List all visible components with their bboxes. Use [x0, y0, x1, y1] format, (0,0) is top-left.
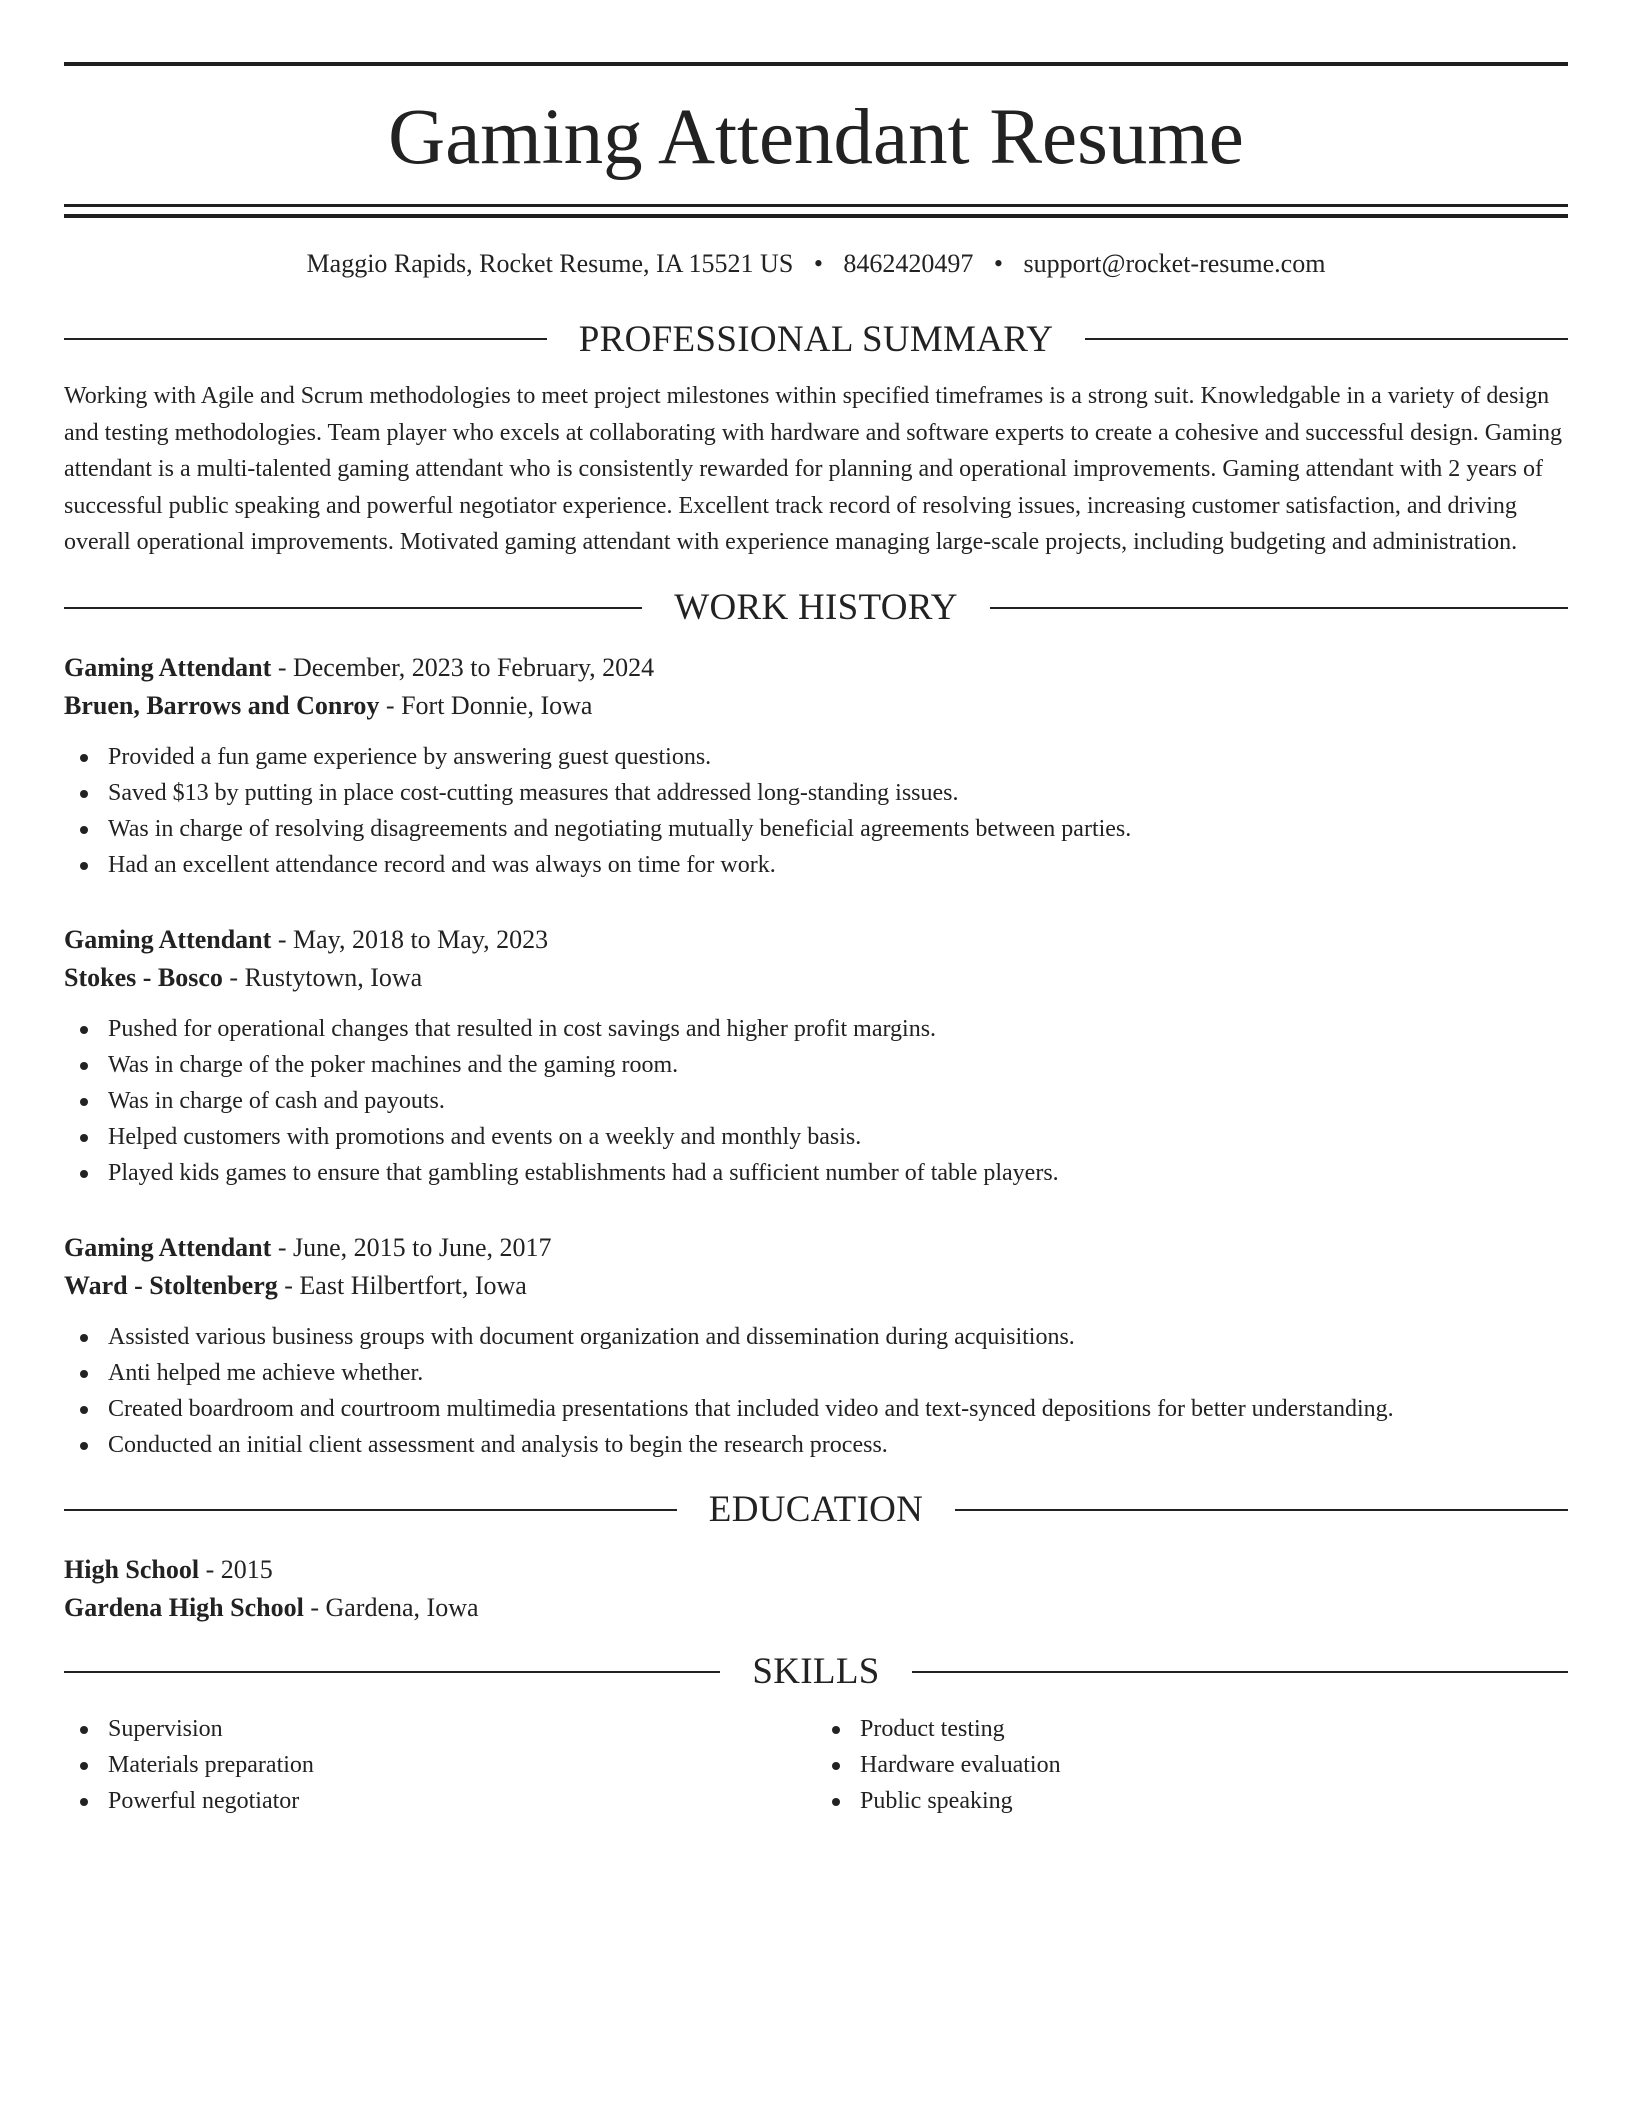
contact-separator: •: [813, 249, 823, 278]
list-item: [816, 1711, 1568, 1747]
skills-column-right: [816, 1711, 1568, 1819]
section-title: SKILLS: [752, 1651, 880, 1692]
bullet-dot-icon: [80, 826, 88, 834]
education-entry: [64, 1551, 1568, 1627]
list-item: [816, 1747, 1568, 1783]
title-double-rule: [64, 204, 1568, 218]
education-school-line: [64, 1589, 1568, 1627]
job-company: Stokes - Bosco: [64, 962, 223, 992]
heading-rule-right: [912, 1671, 1568, 1673]
skill-text: Hardware evaluation: [860, 1751, 1061, 1778]
heading-rule-right: [1085, 338, 1568, 340]
list-item: [64, 1427, 1568, 1463]
list-item: [64, 1391, 1568, 1427]
list-item-text: Played kids games to ensure that gambling establishments had a sufficient number of table players.: [108, 1159, 1059, 1186]
job-title-line: [64, 1229, 1568, 1267]
job-entry: [64, 1229, 1568, 1463]
bullet-dot-icon: [80, 1442, 88, 1450]
education-year: - 2015: [199, 1554, 273, 1584]
contact-email: support@rocket-resume.com: [1023, 249, 1326, 278]
list-item: [64, 1119, 1568, 1155]
list-item: [64, 739, 1568, 775]
bullet-dot-icon: [80, 754, 88, 762]
section-title: WORK HISTORY: [674, 587, 958, 628]
heading-rule-left: [64, 607, 642, 609]
top-rule: [64, 62, 1568, 66]
bullet-dot-icon: [80, 1370, 88, 1378]
list-item-text: Anti helped me achieve whether.: [108, 1359, 424, 1386]
list-item-text: Helped customers with promotions and events on a weekly and monthly basis.: [108, 1123, 862, 1150]
job-location: - East Hilbertfort, Iowa: [277, 1270, 527, 1300]
skill-text: Materials preparation: [108, 1751, 314, 1778]
bullet-dot-icon: [80, 1062, 88, 1070]
section-heading-education: [64, 1485, 1568, 1535]
bullet-dot-icon: [80, 1726, 88, 1734]
summary-text: Working with Agile and Scrum methodologies to meet project milestones within specified timeframes is a strong suit. Knowledgable in a variety of design and testing methodologies. Team player who excels at collaborating with hardware and software experts to create a cohesive and successful design. Gaming attendant is a multi-talented gaming attendant who is consistently rewarded for planning and operational improvements. Gaming attendant with 2 years of successful public speaking and powerful negotiator experience. Excellent track record of resolving issues, increasing customer satisfaction, and driving overall operational improvements. Motivated gaming attendant with experience managing large-scale projects, including budgeting and administration.: [64, 383, 1563, 555]
bullet-dot-icon: [80, 1798, 88, 1806]
job-company: Bruen, Barrows and Conroy: [64, 690, 380, 720]
skill-text: Powerful negotiator: [108, 1787, 300, 1814]
list-item: [64, 1783, 816, 1819]
list-item: [64, 1083, 1568, 1119]
list-item: [64, 811, 1568, 847]
job-company-line: [64, 687, 1568, 725]
list-item-text: Had an excellent attendance record and was always on time for work.: [108, 851, 776, 878]
list-item-text: Saved $13 by putting in place cost-cutting measures that addressed long-standing issues.: [108, 779, 959, 806]
job-title: Gaming Attendant: [64, 924, 272, 954]
list-item: [64, 1047, 1568, 1083]
job-bullets: [64, 739, 1568, 883]
section-heading-summary: [64, 314, 1568, 364]
bullet-dot-icon: [80, 1406, 88, 1414]
list-item-text: Assisted various business groups with document organization and dissemination during acquisitions.: [108, 1323, 1075, 1350]
list-item-text: Was in charge of resolving disagreements and negotiating mutually beneficial agreements between parties.: [108, 815, 1132, 842]
skills-bullets: [64, 1711, 816, 1819]
list-item: [64, 1747, 816, 1783]
list-item: [64, 1011, 1568, 1047]
education-location: - Gardena, Iowa: [303, 1592, 479, 1622]
bullet-dot-icon: [832, 1762, 840, 1770]
job-location: - Rustytown, Iowa: [222, 962, 423, 992]
job-bullets: [64, 1011, 1568, 1191]
job-entry: [64, 921, 1568, 1191]
job-bullets: [64, 1319, 1568, 1463]
list-item-text: Provided a fun game experience by answering guest questions.: [108, 743, 712, 770]
list-item-text: Pushed for operational changes that resulted in cost savings and higher profit margins.: [108, 1015, 937, 1042]
list-item-text: Created boardroom and courtroom multimedia presentations that included video and text-synced depositions for better understanding.: [108, 1395, 1394, 1422]
education-degree: High School: [64, 1554, 200, 1584]
bullet-dot-icon: [80, 1026, 88, 1034]
list-item-text: Was in charge of cash and payouts.: [108, 1087, 445, 1114]
bullet-dot-icon: [80, 862, 88, 870]
bullet-dot-icon: [80, 1334, 88, 1342]
skill-text: Product testing: [860, 1715, 1005, 1742]
list-item: [64, 1155, 1568, 1191]
list-item: [64, 1355, 1568, 1391]
bullet-dot-icon: [80, 1098, 88, 1106]
list-item: [64, 775, 1568, 811]
bullet-dot-icon: [80, 1134, 88, 1142]
bullet-dot-icon: [80, 790, 88, 798]
bullet-dot-icon: [80, 1762, 88, 1770]
job-dates: - December, 2023 to February, 2024: [271, 652, 655, 682]
list-item: [816, 1783, 1568, 1819]
section-heading-skills: [64, 1647, 1568, 1697]
job-dates: - June, 2015 to June, 2017: [271, 1232, 552, 1262]
resume-title: Gaming Attendant Resume: [388, 94, 1244, 181]
job-title-line: [64, 921, 1568, 959]
job-title: Gaming Attendant: [64, 652, 272, 682]
job-company-line: [64, 959, 1568, 997]
section-title: EDUCATION: [708, 1489, 924, 1530]
job-title: Gaming Attendant: [64, 1232, 272, 1262]
heading-rule-right: [990, 607, 1568, 609]
job-company-line: [64, 1267, 1568, 1305]
heading-rule-right: [955, 1509, 1568, 1511]
job-entry: [64, 649, 1568, 883]
job-location: - Fort Donnie, Iowa: [379, 690, 593, 720]
skills-column-left: [64, 1711, 816, 1819]
skill-text: Supervision: [108, 1715, 223, 1742]
heading-rule-left: [64, 1671, 720, 1673]
bullet-dot-icon: [832, 1798, 840, 1806]
job-dates: - May, 2018 to May, 2023: [271, 924, 549, 954]
skills-bullets: [816, 1711, 1568, 1819]
contact-separator: •: [993, 249, 1004, 278]
bullet-dot-icon: [80, 1170, 88, 1178]
section-title: PROFESSIONAL SUMMARY: [578, 318, 1054, 360]
skill-text: Public speaking: [860, 1787, 1013, 1814]
education-school: Gardena High School: [64, 1592, 304, 1622]
list-item: [64, 1711, 816, 1747]
contact-address: Maggio Rapids, Rocket Resume, IA 15521 US: [306, 249, 794, 278]
job-company: Ward - Stoltenberg: [64, 1270, 278, 1300]
heading-rule-left: [64, 1509, 677, 1511]
list-item: [64, 1319, 1568, 1355]
education-degree-line: [64, 1551, 1568, 1589]
list-item-text: Conducted an initial client assessment and analysis to begin the research process.: [108, 1431, 888, 1458]
contact-phone: 8462420497: [843, 249, 974, 278]
list-item: [64, 847, 1568, 883]
skills-list: [64, 1711, 1568, 1819]
contact-line: [64, 244, 1568, 284]
job-title-line: [64, 649, 1568, 687]
heading-rule-left: [64, 338, 547, 340]
section-heading-work-history: [64, 583, 1568, 633]
list-item-text: Was in charge of the poker machines and the gaming room.: [108, 1051, 679, 1078]
bullet-dot-icon: [832, 1726, 840, 1734]
